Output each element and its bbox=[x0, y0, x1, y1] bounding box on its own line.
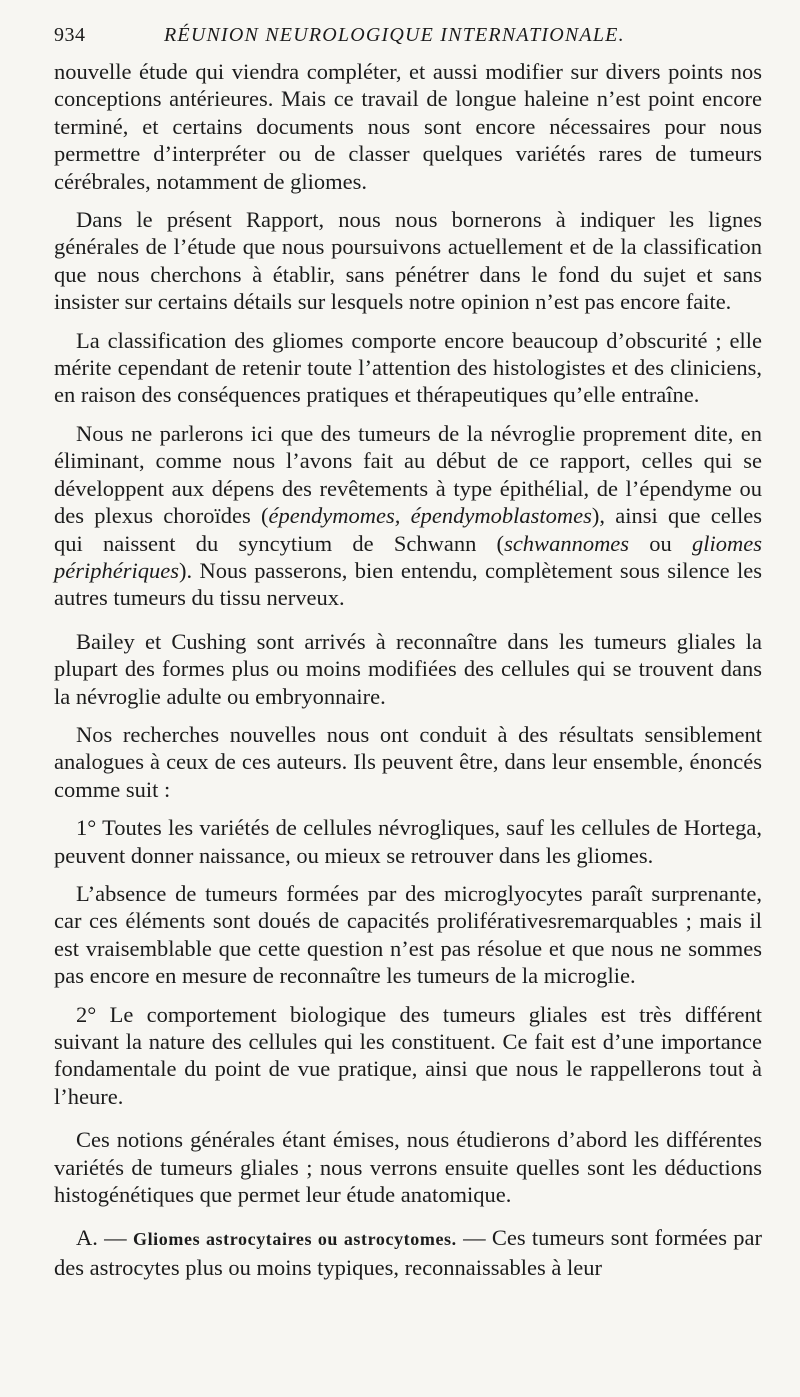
paragraph-4 bbox=[54, 420, 762, 612]
paragraph-4-text-c: ou bbox=[629, 530, 693, 556]
paragraph-4-italic-2: schwannomes bbox=[504, 530, 630, 556]
paragraph-5: Bailey et Cushing sont arrivés à reconnaître dans les tumeurs gliales la plupart des formes plus ou moins modifiées des cellules qui se trouvent dans la névroglie adulte ou embryonnaire. bbox=[54, 628, 762, 709]
paragraph-4-italic-3: gliomes périphériques bbox=[54, 530, 763, 583]
running-head: RÉUNION NEUROLOGIQUE INTERNATIONALE. bbox=[164, 24, 625, 46]
paragraph-11-text: — Ces tumeurs sont formées par des astrocytes plus ou moins typiques, reconnaissables à leur bbox=[54, 1225, 763, 1280]
paragraph-1: nouvelle étude qui viendra compléter, et aussi modifier sur divers points nos conceptions antérieures. Mais ce travail de longue haleine n’est point encore terminé, et certains documents nous sont encore nécessaires pour nous permettre d’interpréter ou de classer quelques variétés rares de tumeurs cérébrales, notamment de gliomes. bbox=[54, 59, 762, 194]
paragraph-9: 2° Le comportement biologique des tumeurs gliales est très différent suivant la nature des cellules qui les constituent. Ce fait est d’une importance fondamentale du point de vue pratique, ainsi que nous le rappellerons tout à l’heure. bbox=[54, 1001, 762, 1109]
section-heading: Gliomes astrocytaires ou astrocytomes. bbox=[132, 1229, 457, 1250]
paragraph-4-text-d: ). Nous passerons, bien entendu, complètement sous silence les autres tumeurs du tissu nerveux. bbox=[54, 557, 762, 611]
paragraph-7: 1° Toutes les variétés de cellules névrogliques, sauf les cellules de Hortega, peuvent donner naissance, ou mieux se retrouver dans les gliomes. bbox=[54, 815, 762, 868]
section-prefix: A. — bbox=[76, 1225, 133, 1251]
paragraph-10: Ces notions générales étant émises, nous étudierons d’abord les différentes variétés de tumeurs gliales ; nous verrons ensuite quelles sont les déductions histogénétiques que permet leur étude anatomique. bbox=[54, 1127, 762, 1208]
paragraph-4-text-b: ), ainsi que celles qui naissent du syncytium de Schwann ( bbox=[54, 503, 762, 556]
paragraph-4-text-a: Nous ne parlerons ici que des tumeurs de la névroglie proprement dite, en éliminant, comme nous l’avons fait au début de ce rapport, celles qui se développent aux dépens des revêtements à type épithélial, de l’épendyme ou des plexus choroïdes ( bbox=[54, 420, 762, 529]
paragraph-2: Dans le présent Rapport, nous nous bornerons à indiquer les lignes générales de l’étude que nous poursuivons actuellement et de la classification que nous cherchons à établir, sans pénétrer dans le fond du sujet et sans insister sur certains détails sur lesquels notre opinion n’est pas encore faite. bbox=[54, 207, 762, 315]
body-text bbox=[54, 58, 762, 1281]
paragraph-8: L’absence de tumeurs formées par des microglyocytes paraît surprenante, car ces éléments sont doués de capacités proliférativesremarquables ; mais il est vraisemblable que cette question n’est pas résolue et que nous ne sommes pas encore en mesure de reconnaître les tumeurs de la microglie. bbox=[54, 880, 762, 989]
paragraph-6: Nos recherches nouvelles nous ont conduit à des résultats sensiblement analogues à ceux de ces auteurs. Ils peuvent être, dans leur ensemble, énoncés comme suit : bbox=[54, 721, 762, 802]
page-number: 934 bbox=[54, 24, 86, 46]
paragraph-3: La classification des gliomes comporte encore beaucoup d’obscurité ; elle mérite cependant de retenir toute l’attention des histologistes et des cliniciens, en raison des conséquences pratiques et thérapeutiques qu’elle entraîne. bbox=[54, 327, 762, 408]
paragraph-4-italic-1: épendymomes, épendymoblastomes bbox=[268, 503, 592, 529]
paragraph-11 bbox=[54, 1224, 762, 1281]
page-header bbox=[54, 22, 762, 48]
